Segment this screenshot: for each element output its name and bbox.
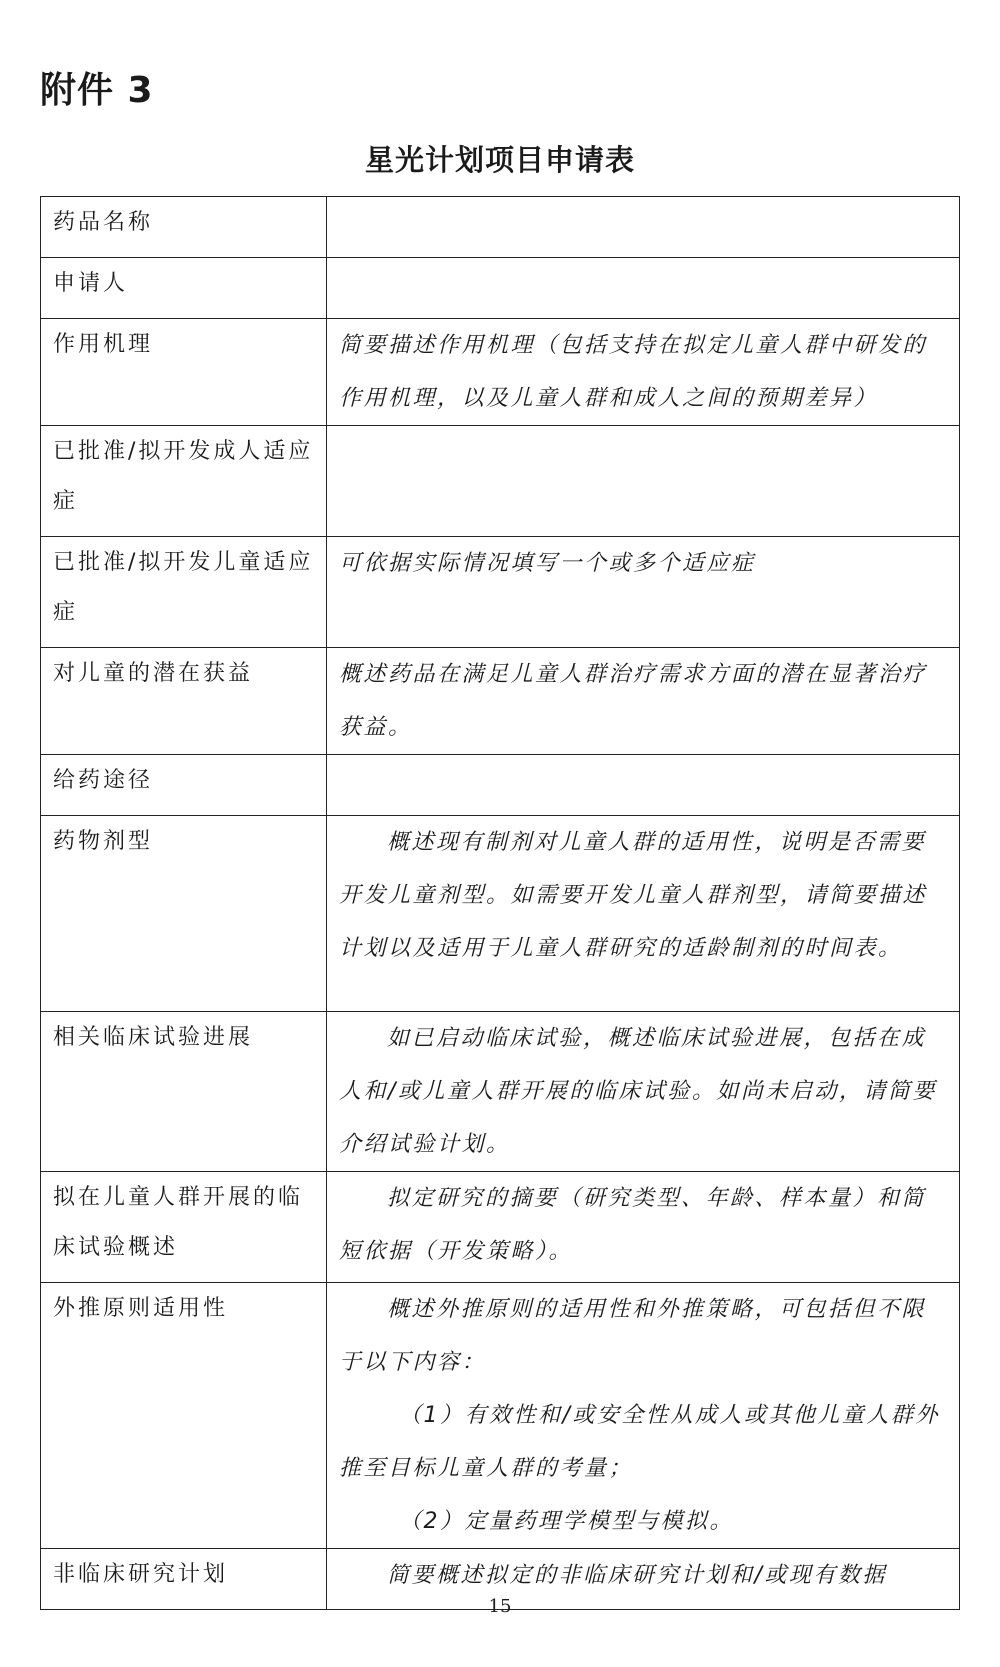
row-value-dosage-form[interactable] — [327, 816, 960, 1012]
row-label-nonclinical-plan: 非临床研究计划 — [41, 1549, 327, 1610]
row-label-potential-benefit: 对儿童的潜在获益 — [41, 648, 327, 755]
application-form-table — [40, 196, 960, 1610]
nonclinical-plan-text: 简要概述拟定的非临床研究计划和/或现有数据 — [387, 1563, 887, 1588]
table-row — [41, 319, 960, 426]
table-row — [41, 537, 960, 648]
row-value-extrapolation[interactable] — [327, 1283, 960, 1549]
row-value-route[interactable] — [327, 755, 960, 816]
table-row — [41, 1012, 960, 1172]
row-value-mechanism[interactable] — [327, 319, 960, 426]
attachment-label: 附件 3 — [40, 70, 154, 111]
row-label-drug-name: 药品名称 — [41, 197, 327, 258]
table-row — [41, 648, 960, 755]
table-row — [41, 258, 960, 319]
row-value-pediatric-indication[interactable] — [327, 537, 960, 648]
row-label-pediatric-trial-summary: 拟在儿童人群开展的临床试验概述 — [41, 1172, 327, 1283]
table-row — [41, 755, 960, 816]
row-value-drug-name[interactable] — [327, 197, 960, 258]
row-label-route: 给药途径 — [41, 755, 327, 816]
pediatric-trial-summary-text: 拟定研究的摘要（研究类型、年龄、样本量）和简短依据（开发策略）。 — [339, 1186, 927, 1264]
row-value-clinical-progress[interactable] — [327, 1012, 960, 1172]
pediatric-indication-text: 可依据实际情况填写一个或多个适应症 — [339, 551, 756, 576]
row-value-pediatric-trial-summary[interactable] — [327, 1172, 960, 1283]
page-number: 15 — [488, 1596, 512, 1617]
table-row — [41, 1283, 960, 1549]
clinical-progress-text: 如已启动临床试验，概述临床试验进展，包括在成人和/或儿童人群开展的临床试验。如尚未启动，请简要介绍试验计划。 — [339, 1026, 937, 1157]
row-value-potential-benefit[interactable] — [327, 648, 960, 755]
table-row — [41, 197, 960, 258]
extrapolation-item-1: （1）有效性和/或安全性从成人或其他儿童人群外推至目标儿童人群的考量； — [339, 1403, 940, 1481]
table-row — [41, 426, 960, 537]
document-title: 星光计划项目申请表 — [364, 143, 635, 177]
row-label-extrapolation: 外推原则适用性 — [41, 1283, 327, 1549]
table-row — [41, 1172, 960, 1283]
row-label-applicant: 申请人 — [41, 258, 327, 319]
row-label-dosage-form: 药物剂型 — [41, 816, 327, 1012]
dosage-form-text: 概述现有制剂对儿童人群的适用性，说明是否需要开发儿童剂型。如需要开发儿童人群剂型，请简要描述计划以及适用于儿童人群研究的适龄制剂的时间表。 — [339, 830, 928, 961]
row-label-mechanism: 作用机理 — [41, 319, 327, 426]
mechanism-text: 简要描述作用机理（包括支持在拟定儿童人群中研发的作用机理，以及儿童人群和成人之间的预期差异） — [339, 333, 928, 411]
row-label-pediatric-indication: 已批准/拟开发儿童适应症 — [41, 537, 327, 648]
table-row — [41, 816, 960, 1012]
row-value-adult-indication[interactable] — [327, 426, 960, 537]
extrapolation-item-2: （2）定量药理学模型与模拟。 — [399, 1509, 734, 1534]
extrapolation-intro-text: 概述外推原则的适用性和外推策略，可包括但不限于以下内容： — [339, 1297, 927, 1375]
potential-benefit-text: 概述药品在满足儿童人群治疗需求方面的潜在显著治疗获益。 — [339, 662, 928, 740]
row-label-adult-indication: 已批准/拟开发成人适应症 — [41, 426, 327, 537]
row-label-clinical-progress: 相关临床试验进展 — [41, 1012, 327, 1172]
row-value-applicant[interactable] — [327, 258, 960, 319]
